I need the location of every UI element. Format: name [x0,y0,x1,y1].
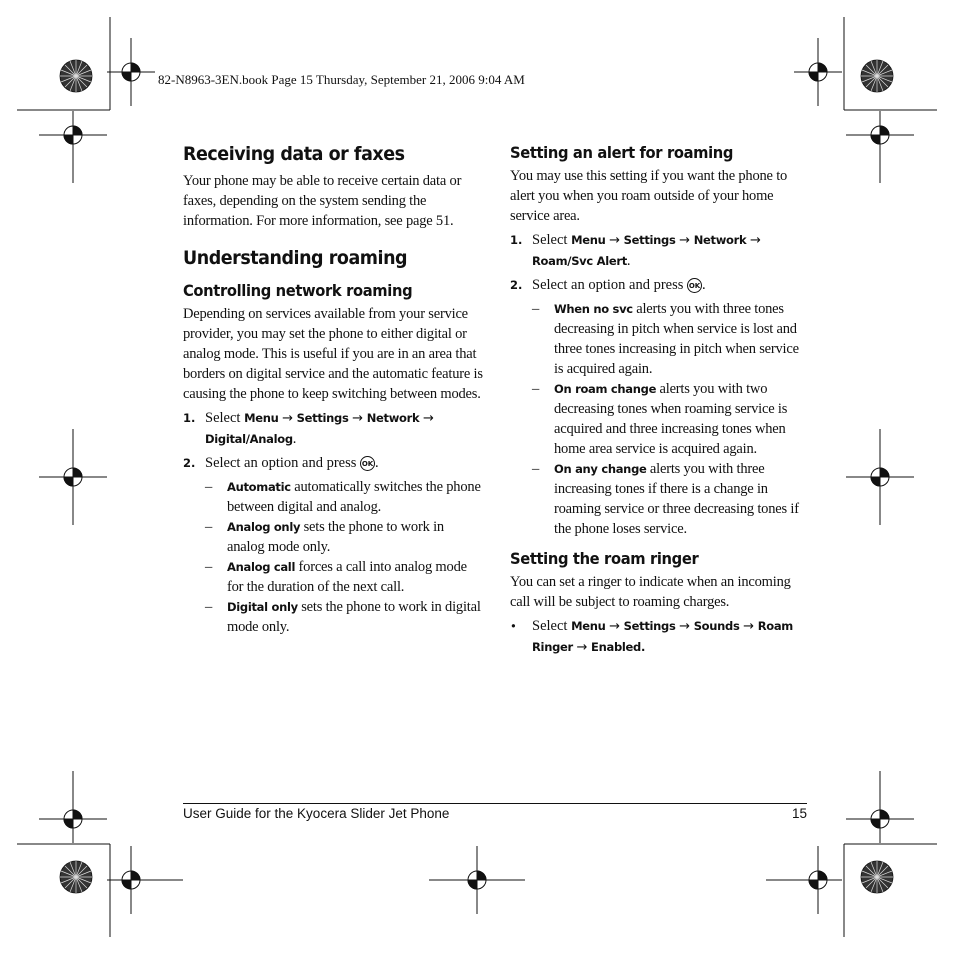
option-term: Automatic [227,480,291,494]
arrow-icon: → [749,233,761,248]
arrow-icon: → [679,233,691,248]
dash-marker: – [532,381,540,397]
option-desc: automatically switches the phone between digital and analog. [227,479,481,515]
step-2 [183,453,483,473]
print-header: 82-N8963-3EN.book Page 15 Thursday, September 21, 2006 9:04 AM [158,72,525,87]
period: . [292,431,297,447]
heading-roaming-alert: Setting an alert for roaming [510,143,734,162]
footer-rule [183,803,807,804]
arrow-icon: → [679,619,691,634]
network-label: Network [366,411,420,425]
menu-label: Menu [244,411,279,425]
roam-ringer-label: Roam Ringer [532,619,793,654]
heading-roam-ringer: Setting the roam ringer [510,549,699,568]
option-desc: forces a call into analog mode for the duration of the next call. [227,559,467,595]
step-1 [183,408,483,449]
dash-marker: – [205,479,213,495]
step-text: Select an option and press [532,277,684,293]
step-text: Select [532,618,568,634]
paragraph-roam-ringer: You can set a ringer to indicate when an incoming call will be subject to roaming charges. [510,574,791,610]
enabled-label: Enabled. [591,640,646,654]
arrow-icon: → [743,619,755,634]
network-label: Network [693,233,747,247]
arrow-icon: → [282,411,294,426]
dash-marker: – [532,461,540,477]
paragraph-receiving-data: Your phone may be able to receive certain data or faxes, depending on the system sending the information. For more information, see page 51. [183,173,462,229]
heading-receiving-data: Receiving data or faxes [183,143,405,165]
option-desc: alerts you with three tones decreasing in pitch when service is lost and three tones increasing in pitch when service is acquired again. [554,301,799,377]
option-analog-only [183,517,483,557]
option-on-any-change [510,459,810,539]
bullet-marker: • [510,619,517,633]
option-automatic [183,477,483,517]
arrow-icon: → [352,411,364,426]
option-desc: sets the phone to work in analog mode only. [227,519,444,555]
settings-label: Settings [623,619,676,633]
option-on-roam-change [510,379,810,459]
page-number: 15 [792,806,808,821]
digital-analog-label: Digital/Analog [205,432,293,446]
dash-marker: – [205,559,213,575]
option-term: Analog call [227,560,296,574]
step-number: 1. [510,233,523,247]
roam-svc-alert-label: Roam/Svc Alert [532,254,627,268]
right-column [510,143,810,658]
options-list [510,299,810,539]
menu-label: Menu [571,619,606,633]
period: . [702,277,706,293]
menu-label: Menu [571,233,606,247]
period: . [375,455,379,471]
dash-marker: – [205,519,213,535]
step-2 [510,275,810,295]
bullet-roam-ringer [510,616,810,658]
heading-controlling-network-roaming: Controlling network roaming [183,281,413,300]
option-term: Analog only [227,520,301,534]
options-list [183,477,483,637]
settings-label: Settings [296,411,349,425]
ok-button-icon: OK [687,278,702,293]
option-desc: alerts you with two decreasing tones when roaming service is acquired and three increasing tones when home area service is acquired again. [554,381,788,457]
option-when-no-svc [510,299,810,379]
step-number: 1. [183,411,196,425]
footer-title: User Guide for the Kyocera Slider Jet Phone [183,806,450,821]
option-term: When no svc [554,302,633,316]
option-digital-only [183,597,483,637]
period: . [626,253,631,269]
option-desc: alerts you with three increasing tones if there is a change in roaming service or three decreasing tones if the phone loses service. [554,461,799,537]
arrow-icon: → [609,233,621,248]
step-text: Select an option and press [205,455,357,471]
option-term: On roam change [554,382,657,396]
step-number: 2. [510,278,523,292]
ok-button-icon: OK [360,456,375,471]
dash-marker: – [532,301,540,317]
dash-marker: – [205,599,213,615]
option-term: On any change [554,462,647,476]
option-term: Digital only [227,600,298,614]
left-column [183,143,483,637]
arrow-icon: → [576,640,588,655]
paragraph-controlling-roaming: Depending on services available from your service provider, you may set the phone to either digital or analog mode. This is useful if you are in an area that borders on digital service and the automatic feature is causing the phone to keep switching between modes. [183,306,483,402]
paragraph-roaming-alert: You may use this setting if you want the phone to alert you when you roam outside of your home service area. [510,168,788,224]
option-analog-call [183,557,483,597]
settings-label: Settings [623,233,676,247]
step-number: 2. [183,456,196,470]
step-1 [510,230,810,271]
option-desc: sets the phone to work in digital mode only. [227,599,481,635]
sounds-label: Sounds [693,619,740,633]
heading-understanding-roaming: Understanding roaming [183,247,408,269]
step-text: Select [205,410,241,426]
arrow-icon: → [609,619,621,634]
step-text: Select [532,232,568,248]
arrow-icon: → [422,411,434,426]
